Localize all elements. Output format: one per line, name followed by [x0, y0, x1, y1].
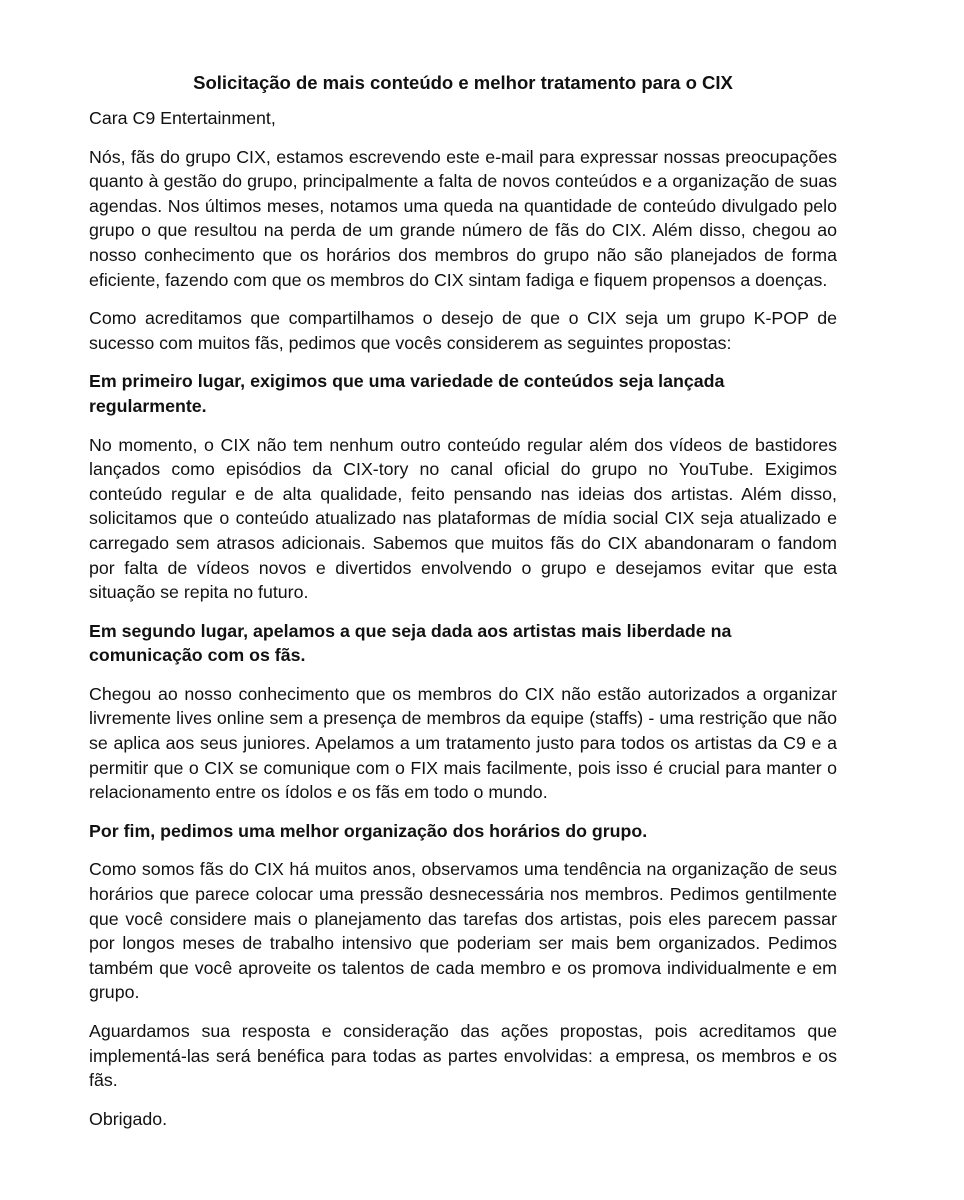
proposal-intro-paragraph: Como acreditamos que compartilhamos o desejo de que o CIX seja um grupo K-POP de sucesso com muitos fãs, pedimos que vocês considerem as seguintes propostas:: [89, 308, 837, 353]
point1-body: No momento, o CIX não tem nenhum outro conteúdo regular além dos vídeos de bastidores lançados como episódios da CIX-tory no canal oficial do grupo no YouTube. Exigimos conteúdo regular e de alta qualidade, feito pensando nas ideias dos artistas. Além disso, solicitamos que o conteúdo atualizado nas plataformas de mídia social CIX seja atualizado e carregado sem atrasos adicionais. Sabemos que muitos fãs do CIX abandonaram o fandom por falta de vídeos novos e divertidos envolvendo o grupo e desejamos evitar que esta situação se repita no futuro.: [89, 434, 837, 603]
intro-paragraph: Nós, fãs do grupo CIX, estamos escrevendo este e-mail para expressar nossas preocupações quanto à gestão do grupo, principalmente a falta de novos conteúdos e a organização de suas agendas. Nos últimos meses, notamos uma queda na quantidade de conteúdo divulgado pelo grupo o que resultou na perda de um grande número de fãs do CIX. Além disso, chegou ao nosso conhecimento que os horários dos membros do grupo não são planejados de forma eficiente, fazendo com que os membros do CIX sintam fadiga e fiquem propensos a doenças.: [89, 146, 837, 290]
signoff: Obrigado.: [89, 1108, 168, 1129]
closing-paragraph: Aguardamos sua resposta e consideração das ações propostas, pois acreditamos que implementá-las será benéfica para todas as partes envolvidas: a empresa, os membros e os fãs.: [89, 1021, 837, 1091]
point2-body: Chegou ao nosso conhecimento que os membros do CIX não estão autorizados a organizar livremente lives online sem a presença de membros da equipe (staffs) - uma restrição que não se aplica aos seus juniores. Apelamos a um tratamento justo para todos os artistas da C9 e a permitir que o CIX se comunique com o FIX mais facilmente, pois isso é crucial para manter o relacionamento entre os ídolos e os fãs em todo o mundo.: [89, 683, 837, 803]
point2-heading: Em segundo lugar, apelamos a que seja dada aos artistas mais liberdade na comunicação com os fãs.: [89, 620, 732, 666]
point3-body: Como somos fãs do CIX há muitos anos, observamos uma tendência na organização de seus horários que parece colocar uma pressão desnecessária nos membros. Pedimos gentilmente que você considere mais o planejamento das tarefas dos artistas, pois eles parecem passar por longos meses de trabalho intensivo que poderiam ser mais bem organizados. Pedimos também que você aproveite os talentos de cada membro e os promova individualmente e em grupo.: [89, 859, 837, 1003]
point3-heading: Por fim, pedimos uma melhor organização dos horários do grupo.: [89, 820, 648, 841]
point1-heading: Em primeiro lugar, exigimos que uma variedade de conteúdos seja lançada regularmente.: [89, 371, 725, 416]
letter-title: Solicitação de mais conteúdo e melhor tratamento para o CIX: [193, 72, 733, 93]
salutation: Cara C9 Entertainment,: [89, 108, 276, 128]
